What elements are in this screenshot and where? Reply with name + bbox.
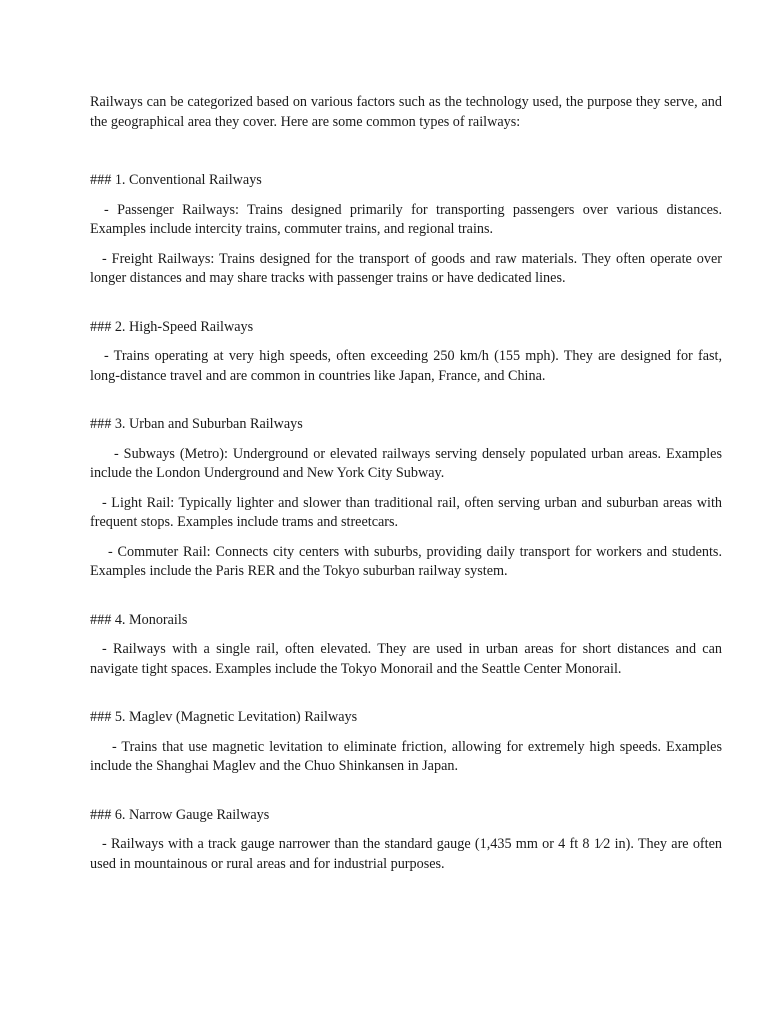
section-heading: ### 1. Conventional Railways bbox=[90, 172, 262, 188]
section-monorails bbox=[90, 611, 722, 680]
intro-paragraph: Railways can be categorized based on various factors such as the technology used, the purpose they serve, and the geographical area they cover. Here are some common types of railways: bbox=[90, 94, 722, 130]
section-maglev-railways bbox=[90, 708, 722, 777]
section-narrow-gauge-railways bbox=[90, 806, 722, 875]
section-heading: ### 5. Maglev (Magnetic Levitation) Railways bbox=[90, 709, 358, 725]
section-item: - Trains operating at very high speeds, often exceeding 250 km/h (155 mph). They are designed for fast, long-distance travel and are common in countries like Japan, France, and China. bbox=[90, 348, 722, 384]
section-high-speed-railways bbox=[90, 318, 722, 387]
section-item: - Subways (Metro): Underground or elevated railways serving densely populated urban areas. Examples include the London Underground and New York City Subway. bbox=[90, 445, 722, 481]
section-urban-suburban-railways bbox=[90, 415, 722, 582]
section-heading: ### 3. Urban and Suburban Railways bbox=[90, 416, 303, 432]
section-item: - Passenger Railways: Trains designed primarily for transporting passengers over various distances. Examples include intercity trains, commuter trains, and regional trains. bbox=[90, 201, 722, 237]
section-item: - Freight Railways: Trains designed for the transport of goods and raw materials. They often operate over longer distances and may share tracks with passenger trains or have dedicated lines. bbox=[90, 250, 722, 286]
section-heading: ### 6. Narrow Gauge Railways bbox=[90, 806, 270, 823]
section-item: - Railways with a single rail, often elevated. They are used in urban areas for short distances and can navigate tight spaces. Examples include the Tokyo Monorail and the Seattle Center Monorail. bbox=[90, 641, 722, 677]
section-item: - Commuter Rail: Connects city centers with suburbs, providing daily transport for workers and students. Examples include the Paris RER and the Tokyo suburban railway system. bbox=[90, 543, 722, 579]
section-heading: ### 4. Monorails bbox=[90, 611, 188, 628]
section-conventional-railways bbox=[90, 171, 722, 289]
section-item: - Light Rail: Typically lighter and slower than traditional rail, often serving urban and suburban areas with frequent stops. Examples include trams and streetcars. bbox=[90, 494, 722, 530]
section-heading: ### 2. High-Speed Railways bbox=[90, 318, 254, 335]
section-item: - Trains that use magnetic levitation to eliminate friction, allowing for extremely high speeds. Examples include the Shanghai Maglev and the Chuo Shinkansen in Japan. bbox=[90, 738, 722, 774]
section-item: - Railways with a track gauge narrower than the standard gauge (1,435 mm or 4 ft 8 1⁄2 in). They are often used in mountainous or rural areas and for industrial purposes. bbox=[90, 836, 722, 872]
document-page bbox=[90, 93, 722, 884]
